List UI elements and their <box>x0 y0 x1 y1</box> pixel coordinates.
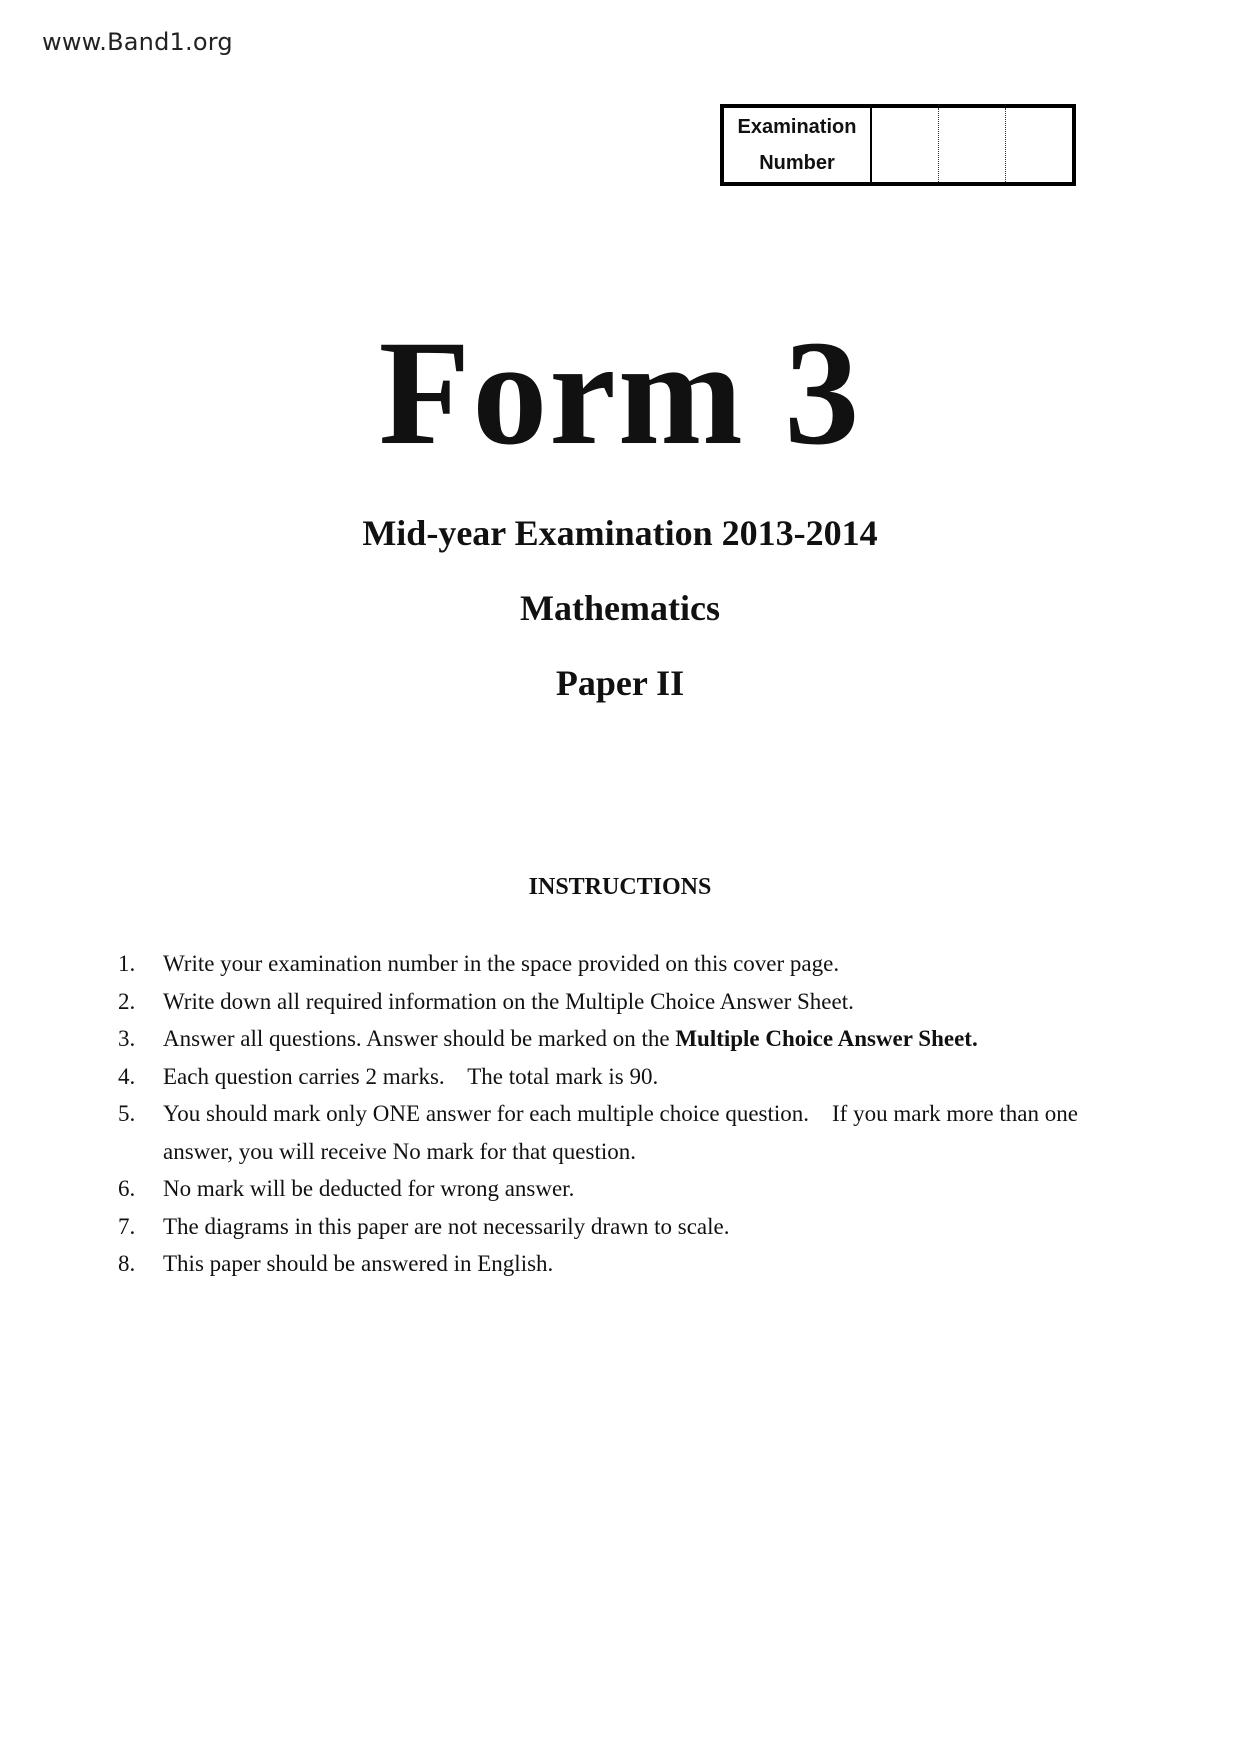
instructions-list <box>118 945 1138 1283</box>
instruction-number: 6. <box>118 1176 136 1201</box>
examination-label-line2: Number <box>759 152 835 174</box>
instruction-text-plain: Answer all questions. Answer should be marked on the <box>163 1026 676 1051</box>
instruction-text: Write down all required information on the Multiple Choice Answer Sheet. <box>163 988 854 1014</box>
instructions-heading: INSTRUCTIONS <box>528 874 712 900</box>
examination-number-cell[interactable] <box>939 108 1006 182</box>
examination-number-cell[interactable] <box>1006 108 1072 182</box>
instruction-item <box>118 1245 1138 1283</box>
instruction-number: 2. <box>118 988 136 1014</box>
watermark-url: www.Band1.org <box>42 28 233 56</box>
instruction-item <box>118 1170 1138 1208</box>
instruction-text: You should mark only ONE answer for each multiple choice question. If you mark more than one answer, you will receive No mark for that question. <box>163 1101 1084 1164</box>
exam-name: Mid-year Examination 2013-2014 <box>362 513 878 553</box>
subject-heading: Mathematics <box>520 588 720 628</box>
instruction-text <box>163 1020 1138 1058</box>
instruction-number: 7. <box>118 1213 136 1239</box>
instruction-number: 3. <box>118 1026 136 1051</box>
instruction-text: The diagrams in this paper are not necessarily drawn to scale. <box>163 1213 730 1239</box>
instruction-number: 4. <box>118 1063 136 1089</box>
instruction-number: 8. <box>118 1251 136 1276</box>
page-title: Form 3 <box>378 310 862 476</box>
examination-label-line1: Examination <box>737 116 857 138</box>
instruction-item <box>118 1020 1138 1058</box>
examination-number-cell[interactable] <box>872 108 939 182</box>
instruction-number: 1. <box>118 951 136 976</box>
instruction-text: Each question carries 2 marks. The total mark is 90. <box>163 1063 659 1089</box>
paper-heading: Paper II <box>555 663 685 703</box>
instruction-item <box>118 1058 1138 1096</box>
instruction-text: Write your examination number in the space provided on this cover page. <box>163 951 840 976</box>
instruction-item <box>118 1208 1138 1246</box>
examination-number-box <box>720 104 1076 186</box>
instruction-item <box>118 1095 1138 1170</box>
examination-number-label <box>724 108 872 182</box>
instruction-item <box>118 983 1138 1021</box>
instruction-text: No mark will be deducted for wrong answer. <box>163 1176 575 1201</box>
instruction-text-bold: Multiple Choice Answer Sheet. <box>675 1026 978 1051</box>
instruction-text: This paper should be answered in English. <box>163 1251 554 1276</box>
instruction-item <box>118 945 1138 983</box>
instruction-number: 5. <box>118 1101 136 1126</box>
